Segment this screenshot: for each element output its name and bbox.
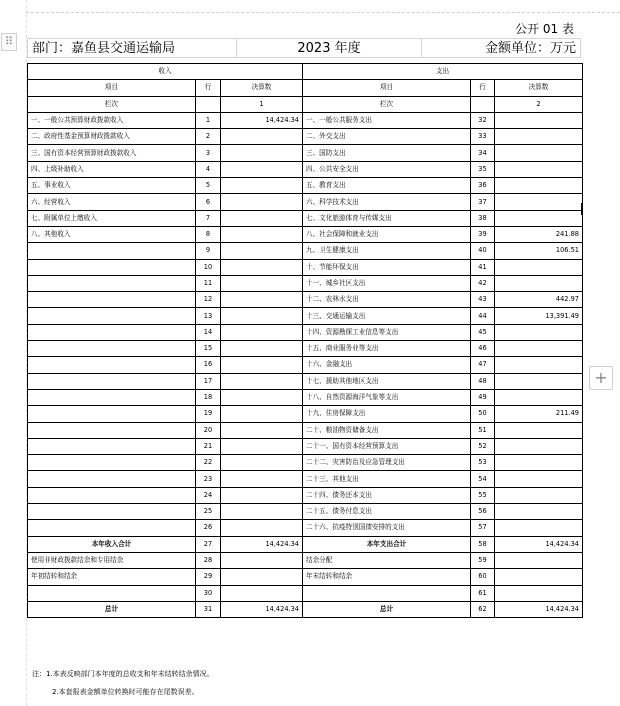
expenditure-amount-cell [495,569,583,585]
income-item-cell: 三、国有资本经营预算财政拨款收入 [28,145,196,161]
income-amount-cell [221,438,303,454]
expenditure-item-cell: 总计 [303,601,471,617]
expenditure-line-cell: 55 [471,487,495,503]
income-amount-cell [221,210,303,226]
income-line-cell: 10 [196,259,221,275]
expenditure-amount-cell [495,373,583,389]
income-line-cell: 26 [196,520,221,536]
income-item-header: 项目 [28,80,196,96]
table-row [28,389,583,405]
income-line-cell: 20 [196,422,221,438]
expenditure-line-cell: 35 [471,161,495,177]
income-item-cell [28,357,196,373]
expenditure-amount-cell: 14,424.34 [495,536,583,552]
income-amount-cell: 14,424.34 [221,536,303,552]
department-label: 部门：嘉鱼县交通运输局 [27,38,237,58]
expenditure-amount-cell [495,357,583,373]
note-line-1: 注：1.本表反映部门本年度的总收支和年末结转结余情况。 [32,670,214,678]
expenditure-item-cell: 一、一般公共服务支出 [303,112,471,128]
table-row [28,259,583,275]
income-line-cell: 3 [196,145,221,161]
income-line-cell: 8 [196,226,221,242]
expenditure-item-cell: 十、节能环保支出 [303,259,471,275]
expenditure-item-cell: 五、教育支出 [303,178,471,194]
expenditure-amount-cell [495,504,583,520]
expenditure-amount-cell: 13,391.49 [495,308,583,324]
table-row [28,341,583,357]
table-row [28,373,583,389]
income-item-cell: 一、一般公共预算财政拨款收入 [28,112,196,128]
expenditure-amount-cell [495,471,583,487]
income-line-cell: 16 [196,357,221,373]
income-item-cell [28,471,196,487]
expenditure-item-cell: 二十五、债务付息支出 [303,504,471,520]
income-amount-cell: 14,424.34 [221,601,303,617]
expenditure-line-cell: 47 [471,357,495,373]
expenditure-amount-cell: 241.88 [495,226,583,242]
income-amount-cell [221,145,303,161]
table-row [28,406,583,422]
expenditure-line-cell: 46 [471,341,495,357]
income-line-cell: 4 [196,161,221,177]
income-header: 收入 [28,64,303,80]
expenditure-item-cell: 八、社会保障和就业支出 [303,226,471,242]
expenditure-item-cell: 十六、金融支出 [303,357,471,373]
expenditure-line-cell: 36 [471,178,495,194]
expenditure-item-cell [303,585,471,601]
income-amount-cell [221,585,303,601]
income-line-cell: 27 [196,536,221,552]
expenditure-item-cell: 二十、粮油物资储备支出 [303,422,471,438]
expenditure-amount-cell: 106.51 [495,243,583,259]
income-item-cell [28,308,196,324]
table-row [28,504,583,520]
table-move-handle-icon[interactable]: ⠿ [1,33,17,51]
expenditure-line-cell: 49 [471,389,495,405]
income-line-cell: 18 [196,389,221,405]
income-item-cell: 使用非财政拨款结余和专用结余 [28,552,196,568]
header-row-section [28,64,583,80]
text-cursor [581,203,582,215]
income-expenditure-table [27,63,583,618]
income-item-cell: 二、政府性基金预算财政拨款收入 [28,129,196,145]
table-row [28,552,583,568]
expenditure-amount-cell: 14,424.34 [495,601,583,617]
income-item-cell [28,275,196,291]
expenditure-line-cell: 41 [471,259,495,275]
expenditure-amount-cell [495,129,583,145]
income-item-cell [28,259,196,275]
income-item-cell [28,373,196,389]
expenditure-item-cell: 三、国防支出 [303,145,471,161]
add-column-button[interactable]: + [589,366,613,390]
expenditure-line-cell: 37 [471,194,495,210]
table-row [28,292,583,308]
income-amount-cell [221,243,303,259]
income-line-cell: 13 [196,308,221,324]
income-line-cell: 5 [196,178,221,194]
income-amount-cell [221,357,303,373]
expenditure-amount-cell [495,438,583,454]
expenditure-line-cell: 44 [471,308,495,324]
income-item-cell: 本年收入合计 [28,536,196,552]
expenditure-amount-cell [495,487,583,503]
expenditure-line-cell: 53 [471,455,495,471]
income-item-cell: 六、经营收入 [28,194,196,210]
expenditure-line-cell: 48 [471,373,495,389]
income-line-cell: 12 [196,292,221,308]
table-row [28,194,583,210]
income-item-cell [28,455,196,471]
income-line-cell: 9 [196,243,221,259]
expenditure-amount-cell [495,389,583,405]
income-line-cell: 31 [196,601,221,617]
expenditure-item-cell: 六、科学技术支出 [303,194,471,210]
income-item-cell: 五、事业收入 [28,178,196,194]
income-amount-cell [221,471,303,487]
income-amount-cell [221,520,303,536]
income-amount-cell [221,259,303,275]
expenditure-item-cell: 十九、住房保障支出 [303,406,471,422]
expenditure-line-cell: 38 [471,210,495,226]
income-ordinal-line [196,96,221,112]
income-ordinal-number: 1 [221,96,303,112]
income-amount-cell [221,341,303,357]
income-line-cell: 7 [196,210,221,226]
expenditure-line-cell: 40 [471,243,495,259]
income-line-cell: 30 [196,585,221,601]
income-amount-cell [221,373,303,389]
header-row-columns [28,80,583,96]
expenditure-amount-cell [495,341,583,357]
expenditure-line-cell: 52 [471,438,495,454]
income-line-cell: 29 [196,569,221,585]
income-item-cell [28,292,196,308]
income-line-cell: 21 [196,438,221,454]
income-item-cell: 八、其他收入 [28,226,196,242]
income-line-cell: 6 [196,194,221,210]
table-row [28,487,583,503]
income-amount-cell [221,422,303,438]
income-item-cell: 总计 [28,601,196,617]
income-line-cell: 19 [196,406,221,422]
form-code: 公开 01 表 [515,22,574,36]
income-item-cell: 七、附属单位上缴收入 [28,210,196,226]
income-line-cell: 24 [196,487,221,503]
expenditure-amount-cell: 211.49 [495,406,583,422]
income-item-cell: 年初结转和结余 [28,569,196,585]
expenditure-item-cell: 十一、城乡社区支出 [303,275,471,291]
expenditure-amount-cell [495,422,583,438]
table-row [28,536,583,552]
note-line-2: 2.本套报表金额单位转换时可能存在尾数误差。 [52,688,199,696]
expenditure-ordinal-line [471,96,495,112]
income-amount-cell [221,129,303,145]
income-amount-cell [221,226,303,242]
expenditure-amount-cell [495,259,583,275]
expenditure-item-cell: 七、文化旅游体育与传媒支出 [303,210,471,226]
expenditure-item-cell: 二十四、债务还本支出 [303,487,471,503]
income-amount-cell [221,178,303,194]
expenditure-line-cell: 57 [471,520,495,536]
income-amount-cell [221,275,303,291]
income-item-cell [28,585,196,601]
income-item-cell [28,406,196,422]
expenditure-item-cell: 结余分配 [303,552,471,568]
expenditure-amount-cell: 442.97 [495,292,583,308]
income-line-cell: 15 [196,341,221,357]
expenditure-final-header: 决算数 [495,80,583,96]
table-row [28,455,583,471]
income-line-cell: 17 [196,373,221,389]
expenditure-line-cell: 39 [471,226,495,242]
table-row [28,145,583,161]
expenditure-amount-cell [495,161,583,177]
expenditure-item-cell: 本年支出合计 [303,536,471,552]
table-row [28,357,583,373]
expenditure-item-cell: 十三、交通运输支出 [303,308,471,324]
income-line-cell: 2 [196,129,221,145]
expenditure-line-cell: 51 [471,422,495,438]
expenditure-amount-cell [495,552,583,568]
expenditure-amount-cell [495,210,583,226]
income-amount-cell [221,194,303,210]
income-amount-cell [221,389,303,405]
unit-label: 金额单位：万元 [421,38,581,58]
expenditure-item-cell: 四、公共安全支出 [303,161,471,177]
income-line-cell: 14 [196,324,221,340]
expenditure-amount-cell [495,112,583,128]
expenditure-amount-cell [495,455,583,471]
table-row [28,471,583,487]
expenditure-ordinal-label: 栏次 [303,96,471,112]
income-item-cell: 四、上级补助收入 [28,161,196,177]
expenditure-line-cell: 56 [471,504,495,520]
table-row [28,178,583,194]
income-final-header: 决算数 [221,80,303,96]
expenditure-item-cell: 十五、商业服务业等支出 [303,341,471,357]
expenditure-line-cell: 61 [471,585,495,601]
income-line-cell: 28 [196,552,221,568]
expenditure-line-cell: 34 [471,145,495,161]
expenditure-header: 支出 [303,64,583,80]
expenditure-item-cell: 十八、自然资源海洋气象等支出 [303,389,471,405]
expenditure-line-cell: 62 [471,601,495,617]
expenditure-ordinal-number: 2 [495,96,583,112]
expenditure-item-cell: 十二、农林水支出 [303,292,471,308]
header-row-ordinal [28,96,583,112]
income-amount-cell [221,487,303,503]
expenditure-line-cell: 54 [471,471,495,487]
expenditure-item-cell: 年末结转和结余 [303,569,471,585]
income-item-cell [28,243,196,259]
income-line-cell: 25 [196,504,221,520]
table-row [28,161,583,177]
expenditure-item-cell: 二十一、国有资本经营预算支出 [303,438,471,454]
income-ordinal-label: 栏次 [28,96,196,112]
expenditure-line-cell: 33 [471,129,495,145]
page-top-guide [26,12,620,14]
table-row [28,601,583,617]
table-row [28,243,583,259]
income-line-cell: 22 [196,455,221,471]
income-amount-cell: 14,424.34 [221,112,303,128]
table-row [28,112,583,128]
income-amount-cell [221,455,303,471]
income-amount-cell [221,292,303,308]
expenditure-amount-cell [495,178,583,194]
expenditure-item-cell: 九、卫生健康支出 [303,243,471,259]
expenditure-line-cell: 58 [471,536,495,552]
income-line-cell: 23 [196,471,221,487]
income-amount-cell [221,324,303,340]
expenditure-amount-cell [495,275,583,291]
table-row [28,308,583,324]
expenditure-line-cell: 42 [471,275,495,291]
table-row [28,422,583,438]
income-line-cell: 11 [196,275,221,291]
income-line-header: 行 [196,80,221,96]
income-amount-cell [221,161,303,177]
income-item-cell [28,438,196,454]
expenditure-line-cell: 45 [471,324,495,340]
expenditure-line-cell: 59 [471,552,495,568]
income-item-cell [28,422,196,438]
table-row [28,438,583,454]
table-row [28,520,583,536]
expenditure-line-cell: 50 [471,406,495,422]
income-amount-cell [221,504,303,520]
income-item-cell [28,324,196,340]
income-amount-cell [221,406,303,422]
table-row [28,324,583,340]
expenditure-amount-cell [495,324,583,340]
expenditure-item-cell: 十四、资源勘探工业信息等支出 [303,324,471,340]
expenditure-item-cell: 二十二、灾害防治及应急管理支出 [303,455,471,471]
income-item-cell [28,520,196,536]
income-amount-cell [221,308,303,324]
expenditure-line-cell: 60 [471,569,495,585]
table-row [28,226,583,242]
year-label: 2023 年度 [236,38,422,58]
expenditure-line-cell: 43 [471,292,495,308]
income-item-cell [28,341,196,357]
income-item-cell [28,487,196,503]
expenditure-item-cell: 十七、援助其他地区支出 [303,373,471,389]
expenditure-amount-cell [495,585,583,601]
table-row [28,569,583,585]
table-row [28,210,583,226]
expenditure-line-cell: 32 [471,112,495,128]
expenditure-line-header: 行 [471,80,495,96]
income-amount-cell [221,569,303,585]
income-item-cell [28,389,196,405]
income-item-cell [28,504,196,520]
expenditure-amount-cell [495,520,583,536]
expenditure-amount-cell [495,194,583,210]
expenditure-amount-cell [495,145,583,161]
expenditure-item-header: 项目 [303,80,471,96]
income-line-cell: 1 [196,112,221,128]
table-row [28,129,583,145]
table-row [28,275,583,291]
expenditure-item-cell: 二十六、抗疫特别国债安排的支出 [303,520,471,536]
income-amount-cell [221,552,303,568]
expenditure-item-cell: 二、外交支出 [303,129,471,145]
table-row [28,585,583,601]
expenditure-item-cell: 二十三、其他支出 [303,471,471,487]
